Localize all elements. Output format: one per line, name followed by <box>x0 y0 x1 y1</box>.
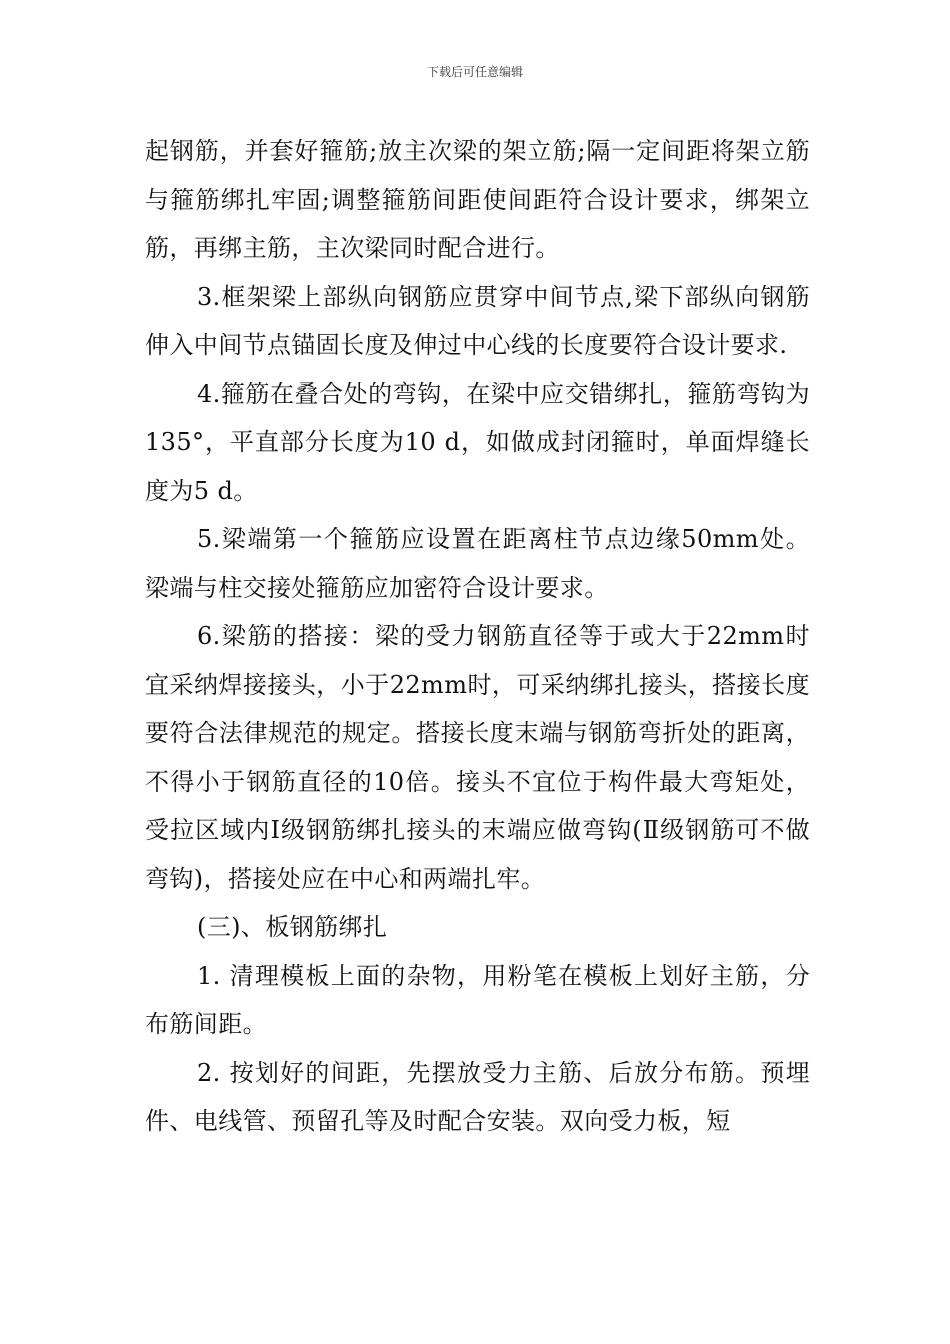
document-body <box>145 127 810 1146</box>
paragraph-8: 2. 按划好的间距，先摆放受力主筋、后放分布筋。预埋件、电线管、预留孔等及时配合安装。双向受力板，短 <box>145 1058 810 1135</box>
paragraph-4: 5.梁端第一个箍筋应设置在距离柱节点边缘50mm处。梁端与柱交接处箍筋应加密符合设计要求。 <box>145 525 810 602</box>
page-header: 下载后可任意编辑 <box>426 65 523 79</box>
paragraph-7: 1. 清理模板上面的杂物，用粉笔在模板上划好主筋，分布筋间距。 <box>145 961 810 1038</box>
paragraph-3: 4.箍筋在叠合处的弯钩，在梁中应交错绑扎，箍筋弯钩为135°，平直部分长度为10 d，如做成封闭箍时，单面焊缝长度为5 d。 <box>145 379 810 505</box>
paragraph-5: 6.梁筋的搭接：梁的受力钢筋直径等于或大于22mm时宜采纳焊接接头，小于22mm时，可采纳绑扎接头，搭接长度要符合法律规范的规定。搭接长度末端与钢筋弯折处的距离，不得小于钢筋直径的10倍。接头不宜位于构件最大弯矩处，受拉区域内Ⅰ级钢筋绑扎接头的末端应做弯钩(Ⅱ级钢筋可不做弯钩)，搭接处应在中心和两端扎牢。 <box>145 622 810 893</box>
paragraph-1: 起钢筋，并套好箍筋;放主次梁的架立筋;隔一定间距将架立筋与箍筋绑扎牢固;调整箍筋间距使间距符合设计要求，绑架立筋，再绑主筋，主次梁同时配合进行。 <box>145 137 810 262</box>
paragraph-2: 3.框架梁上部纵向钢筋应贯穿中间节点,梁下部纵向钢筋伸入中间节点锚固长度及伸过中心线的长度要符合设计要求. <box>145 282 810 359</box>
section-heading-slab-rebar: (三)、板钢筋绑扎 <box>197 913 388 941</box>
